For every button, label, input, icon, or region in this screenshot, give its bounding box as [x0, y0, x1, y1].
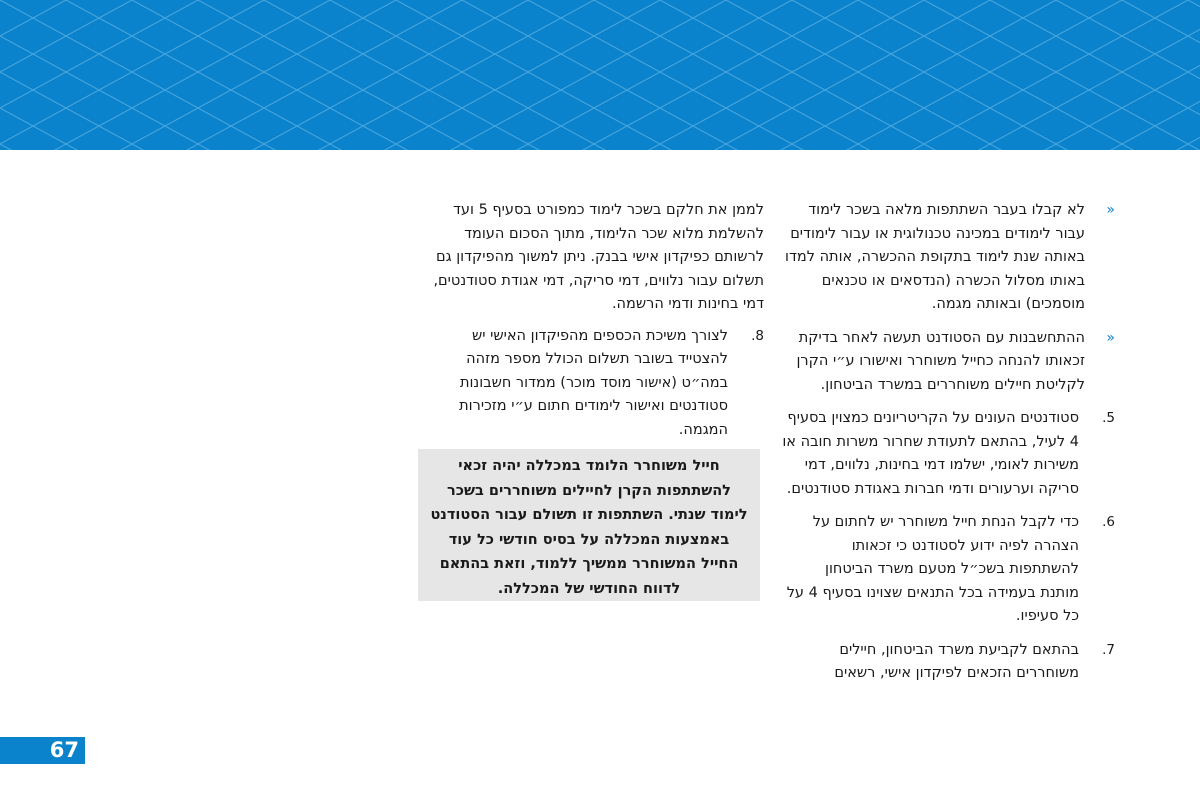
bullet-item [782, 199, 1115, 317]
item-text: סטודנטים העונים על הקריטריונים כמצוין בסעיף 4 לעיל, בהתאם לתעודת שחרור משרות חובה או משירות לאומי, ישלמו דמי בחינות, נלווים, דמי סריקה וערעורים ודמי חברות באגודת סטודנטים. [782, 410, 1079, 497]
header-banner [0, 0, 1200, 150]
bullet-text: לא קבלו בעבר השתתפות מלאה בשכר לימוד עבור לימודים במכינה טכנולוגית או עבור לימודים באותה שנת לימוד בתקופת ההכשרה, אותה למדו באותו מסלול הכשרה (הנדסאים או טכנאים מוסמכים) ובאותה מגמה. [785, 202, 1085, 312]
item-text: לצורך משיכת הכספים מהפיקדון האישי יש להצטייד בשובר תשלום הכולל מספר מזהה במה״ט (אישור מוסד מוכר) ממדור חשבונות סטודנטים ואישור לימודים חתום ע״י מזכירות המגמה. [459, 327, 728, 438]
item-text: כדי לקבל הנחת חייל משוחרר יש לחתום על הצהרה לפיה ידוע לסטודנט כי זכאותו להשתתפות בשכ״ל מטעם משרד הביטחון מותנת בעמידה בכל התנאים שצוינו בסעיף 4 על כל סעיפיו. [786, 514, 1079, 624]
bullet-item [782, 327, 1115, 398]
page-number: 67 [0, 737, 85, 764]
continuation-paragraph: לממן את חלקם בשכר לימוד כמפורט בסעיף 5 ועד להשלמת מלוא שכר הלימוד, מתוך הסכום העומד לרשותם כפיקדון אישי בבנק. ניתן למשוך מהפיקדון גם תשלום עבור נלווים, דמי סריקה, דמי אגודת סטודנטים, דמי בחינות ודמי הרשמה. [433, 202, 764, 312]
item-text: בהתאם לקביעת משרד הביטחון, חיילים משוחררים הזכאים לפיקדון אישי, רשאים [834, 641, 1079, 681]
guillemet-bullet-icon: « [1106, 329, 1115, 346]
item-number: 6. [1102, 514, 1115, 530]
numbered-item [782, 511, 1115, 629]
numbered-item [782, 639, 1115, 686]
diamond-pattern-graphic [0, 0, 1200, 150]
item-number: 8. [751, 327, 764, 344]
guillemet-bullet-icon: « [1106, 202, 1115, 218]
item-number: 5. [1102, 410, 1115, 426]
item-number: 7. [1102, 641, 1115, 658]
highlight-box: חייל משוחרר הלומד במכללה יהיה זכאי להשתתפות הקרן לחיילים משוחררים בשכר לימוד שנתי. השתתפות זו תשולם עבור הסטודנט באמצעות המכללה על בסיס חודשי כל עוד החייל המשוחרר ממשיך ללמוד, וזאת בהתאם לדווח החודשי של המכללה. [418, 449, 760, 601]
numbered-item [782, 407, 1115, 501]
left-column [418, 199, 764, 452]
right-column [782, 199, 1115, 696]
bullet-text: ההתחשבנות עם הסטודנט תעשה לאחר בדיקת זכאותו להנחה כחייל משוחרר ואישורו ע״י הקרן לקליטת חיילים משוחררים במשרד הביטחון. [796, 329, 1085, 393]
numbered-item [418, 325, 764, 443]
